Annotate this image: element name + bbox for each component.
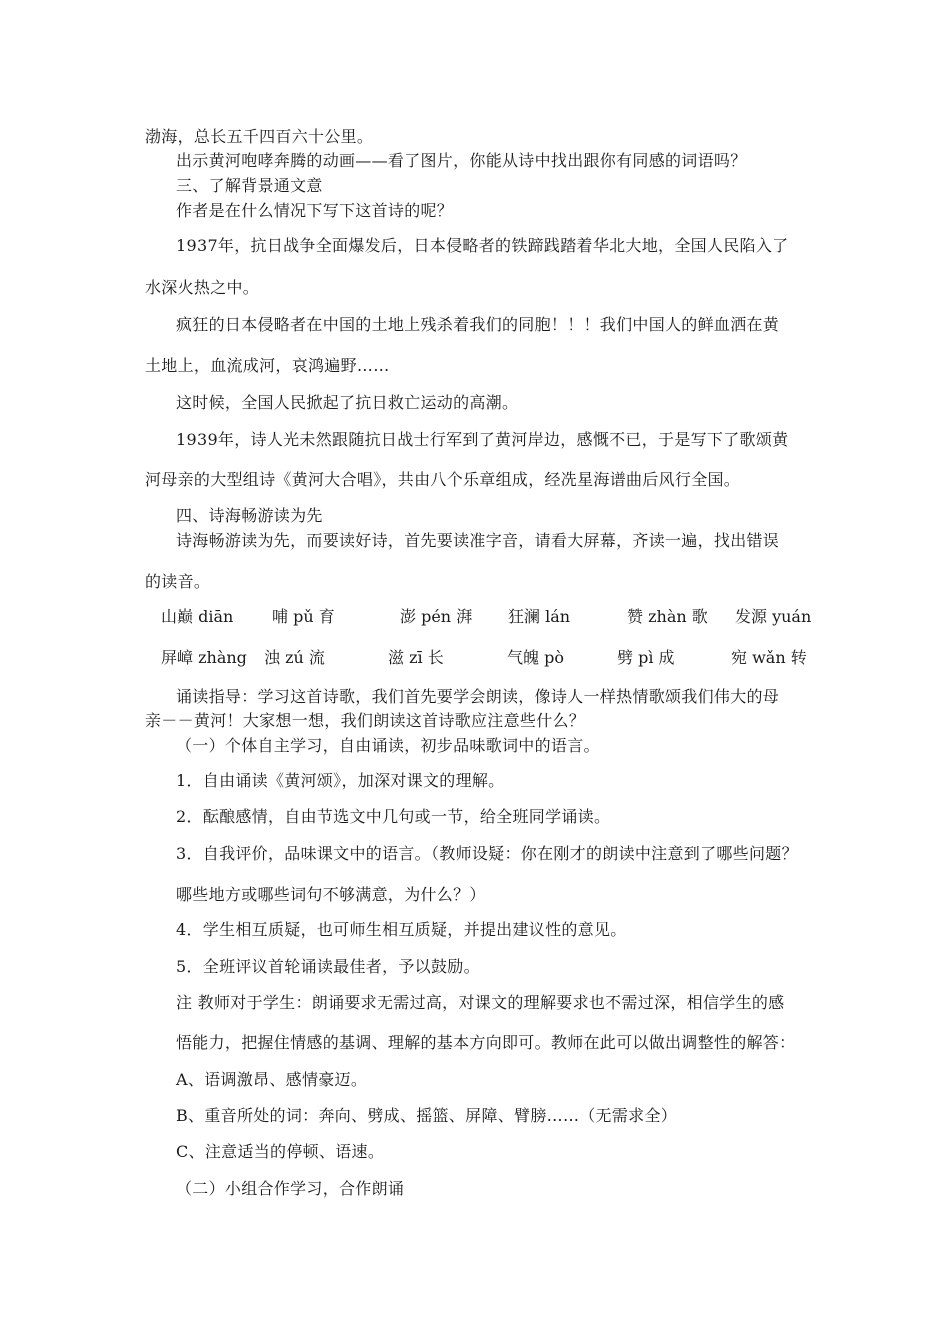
text-line: 水深火热之中。 [145,278,260,297]
list-item: A、语调激昂、感情豪迈。 [176,1070,368,1089]
list-item: C、注意适当的停顿、语速。 [176,1142,385,1161]
pinyin-word: 气魄 pò [507,648,564,667]
text-line: 诵读指导：学习这首诗歌，我们首先要学会朗读，像诗人一样热情歌颂我们伟大的母 [176,687,780,706]
text-line: 诗海畅游读为先，而要读好诗，首先要读准字音，请看大屏幕，齐读一遍，找出错误 [176,531,780,550]
text-line: 河母亲的大型组诗《黄河大合唱》，共由八个乐章组成，经冼星海谱曲后风行全国。 [145,470,741,489]
pinyin-word: 山巅 diān [161,607,234,626]
pinyin-word: 发源 yuán [735,607,812,626]
pinyin-word: 澎 pén 湃 [400,607,473,626]
pinyin-word: 劈 pì 成 [617,648,675,667]
text-line: 的读音。 [145,572,211,591]
list-item: 2．酝酿感情，自由节选文中几句或一节，给全班同学诵读。 [176,807,611,826]
text-line: 亲－－黄河！大家想一想，我们朗读这首诗歌应注意些什么？ [145,711,586,730]
note-line: 注 教师对于学生：朗诵要求无需过高，对课文的理解要求也不需过深，相信学生的感 [176,993,785,1012]
section-heading: （二）小组合作学习，合作朗诵 [176,1179,405,1198]
pinyin-word: 浊 zú 流 [264,648,325,667]
pinyin-row-1 [0,607,950,627]
pinyin-row-2 [0,648,950,668]
text-line: 1939年，诗人光未然跟随抗日战士行军到了黄河岸边，感慨不已，于是写下了歌颂黄 [176,430,789,449]
list-item: B、重音所处的词：奔向、劈成、摇篮、屏障、臂膀……（无需求全） [176,1106,678,1125]
pinyin-word: 滋 zī 长 [388,648,444,667]
section-heading: 三、了解背景通文意 [176,176,323,195]
text-line: 出示黄河咆哮奔腾的动画——看了图片，你能从诗中找出跟你有同感的词语吗？ [176,151,747,170]
pinyin-word: 狂澜 lán [508,607,571,626]
list-item: 5．全班评议首轮诵读最佳者，予以鼓励。 [176,957,480,976]
text-line: 土地上，血流成河，哀鸿遍野…… [145,356,390,375]
text-line: 这时候，全国人民掀起了抗日救亡运动的高潮。 [176,393,519,412]
list-item: 4．学生相互质疑，也可师生相互质疑，并提出建议性的意见。 [176,920,627,939]
section-heading: （一）个体自主学习，自由诵读，初步品味歌词中的语言。 [176,736,600,755]
list-item: 3．自我评价，品味课文中的语言。（教师设疑：你在刚才的朗读中注意到了哪些问题？ [176,844,798,863]
pinyin-word: 赞 zhàn 歌 [627,607,708,626]
text-line: 哪些地方或哪些词句不够满意，为什么？） [176,885,486,904]
text-line: 疯狂的日本侵略者在中国的土地上残杀着我们的同胞！！！我们中国人的鲜血洒在黄 [176,315,780,334]
text-line: 渤海，总长五千四百六十公里。 [145,127,374,146]
pinyin-word: 宛 wǎn 转 [731,648,807,667]
text-line: 作者是在什么情况下写下这首诗的呢？ [176,201,454,220]
pinyin-word: 屏嶂 zhàng [161,648,247,667]
pinyin-word: 哺 pǔ 育 [272,607,335,626]
note-line: 悟能力，把握住情感的基调、理解的基本方向即可。教师在此可以做出调整性的解答： [176,1033,796,1052]
section-heading: 四、诗海畅游读为先 [176,506,323,525]
text-line: 1937年，抗日战争全面爆发后，日本侵略者的铁蹄践踏着华北大地，全国人民陷入了 [176,236,789,255]
list-item: 1．自由诵读《黄河颂》，加深对课文的理解。 [176,771,505,790]
